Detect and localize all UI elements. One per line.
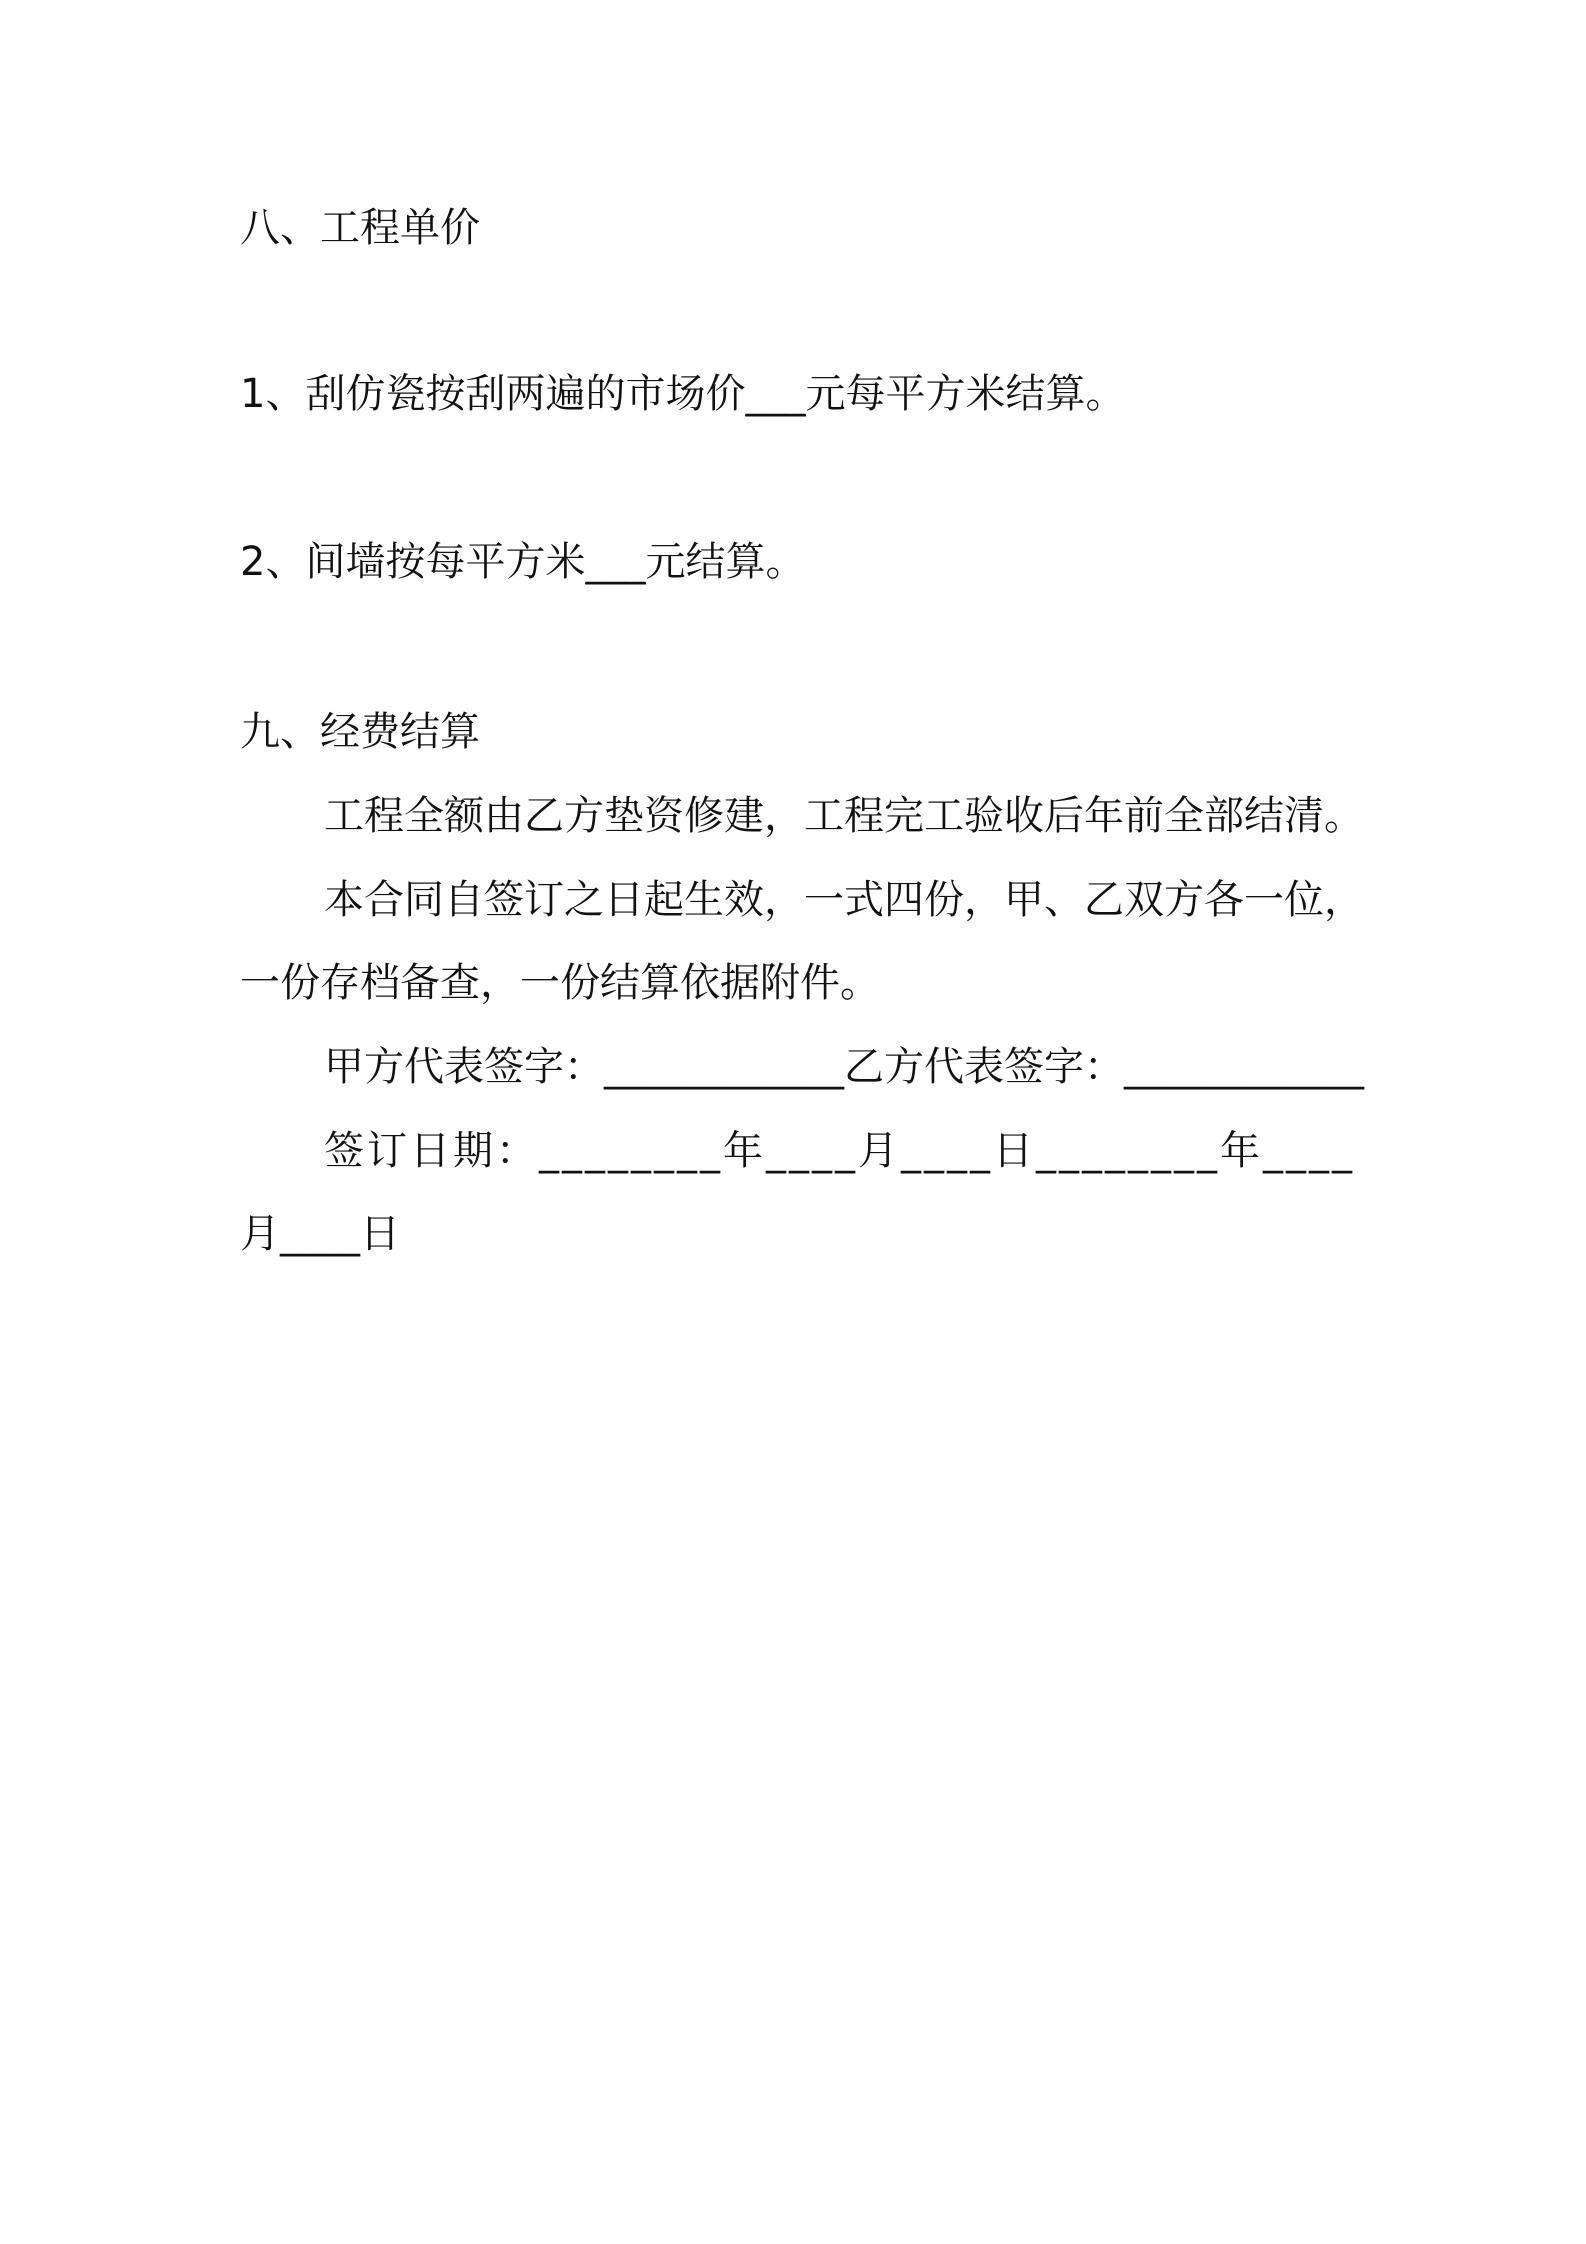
signature-line: 甲方代表签字：____________乙方代表签字：____________: [324, 1044, 1364, 1090]
signing-date-line-2: 月____日: [240, 1211, 400, 1257]
unit-price-item-2: 2、间墙按每平方米___元结算。: [240, 539, 806, 585]
section-heading-settlement: 九、经费结算: [240, 709, 480, 755]
signing-date-line-1: 签订日期：________年____月____日________年____: [324, 1128, 1355, 1174]
settlement-paragraph: 工程全额由乙方垫资修建，工程完工验收后年前全部结清。: [324, 793, 1364, 839]
section-heading-unit-price: 八、工程单价: [240, 205, 480, 251]
unit-price-item-1: 1、刮仿瓷按刮两遍的市场价___元每平方米结算。: [240, 371, 1126, 417]
contract-effect-paragraph-line-1: 本合同自签订之日起生效，一式四份，甲、乙双方各一位，: [324, 877, 1364, 923]
contract-effect-paragraph-line-2: 一份存档备查，一份结算依据附件。: [240, 960, 880, 1006]
